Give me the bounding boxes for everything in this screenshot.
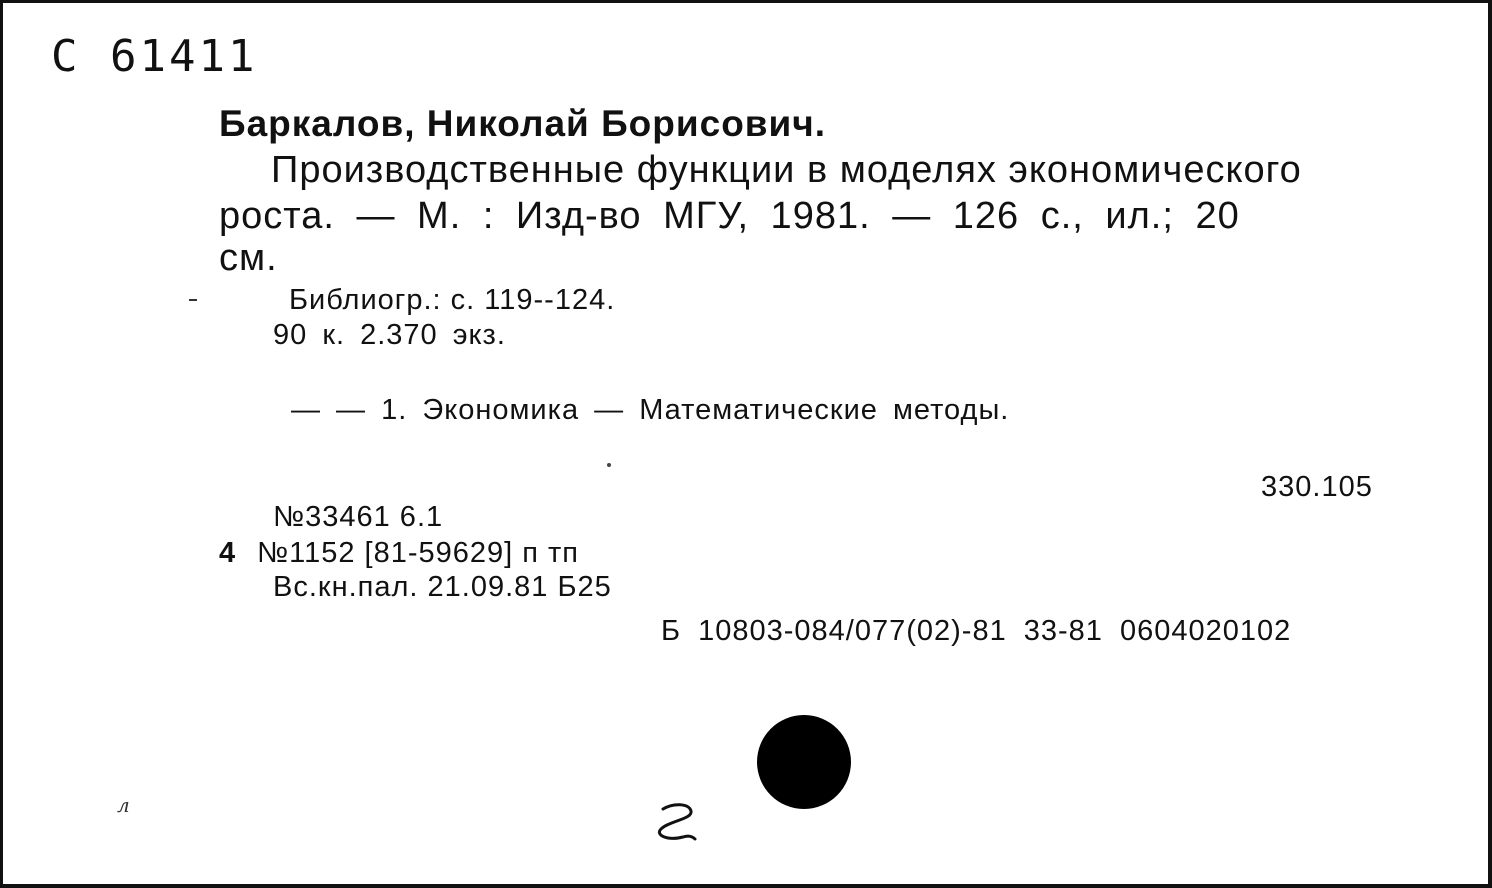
stray-dash-mark xyxy=(189,299,197,301)
author-heading: Баркалов, Николай Борисович. xyxy=(219,103,827,144)
registration-prefix-number: 4 xyxy=(219,537,237,569)
book-chamber-stamp: Вс.кн.пал. 21.09.81 Б25 xyxy=(273,571,612,603)
title-line-3: см. xyxy=(219,237,278,279)
subject-heading: — — 1. Экономика — Математические методы. xyxy=(291,394,1010,426)
catalog-code-line: Б 10803-084/077(02)-81 33-81 0604020102 xyxy=(661,615,1292,647)
title-line-2: роста. — М. : Изд-во МГУ, 1981. — 126 с., ил.; 20 xyxy=(219,195,1240,237)
classification-index: 330.105 xyxy=(1261,471,1373,503)
stray-dot-mark xyxy=(607,463,611,467)
punch-hole xyxy=(757,715,851,809)
shelf-mark: С 61411 xyxy=(51,31,258,82)
handwritten-squiggle-mark xyxy=(649,799,709,847)
handwritten-small-note: л xyxy=(117,793,130,817)
bibliography-note: Библиогр.: с. 119--124. xyxy=(289,284,616,316)
title-line-1: Производственные функции в моделях экономического xyxy=(271,149,1302,191)
registration-number-2: №1152 [81-59629] п тп xyxy=(257,537,580,569)
price-and-print-run: 90 к. 2.370 экз. xyxy=(273,319,506,351)
registration-number-1: №33461 6.1 xyxy=(273,501,444,533)
